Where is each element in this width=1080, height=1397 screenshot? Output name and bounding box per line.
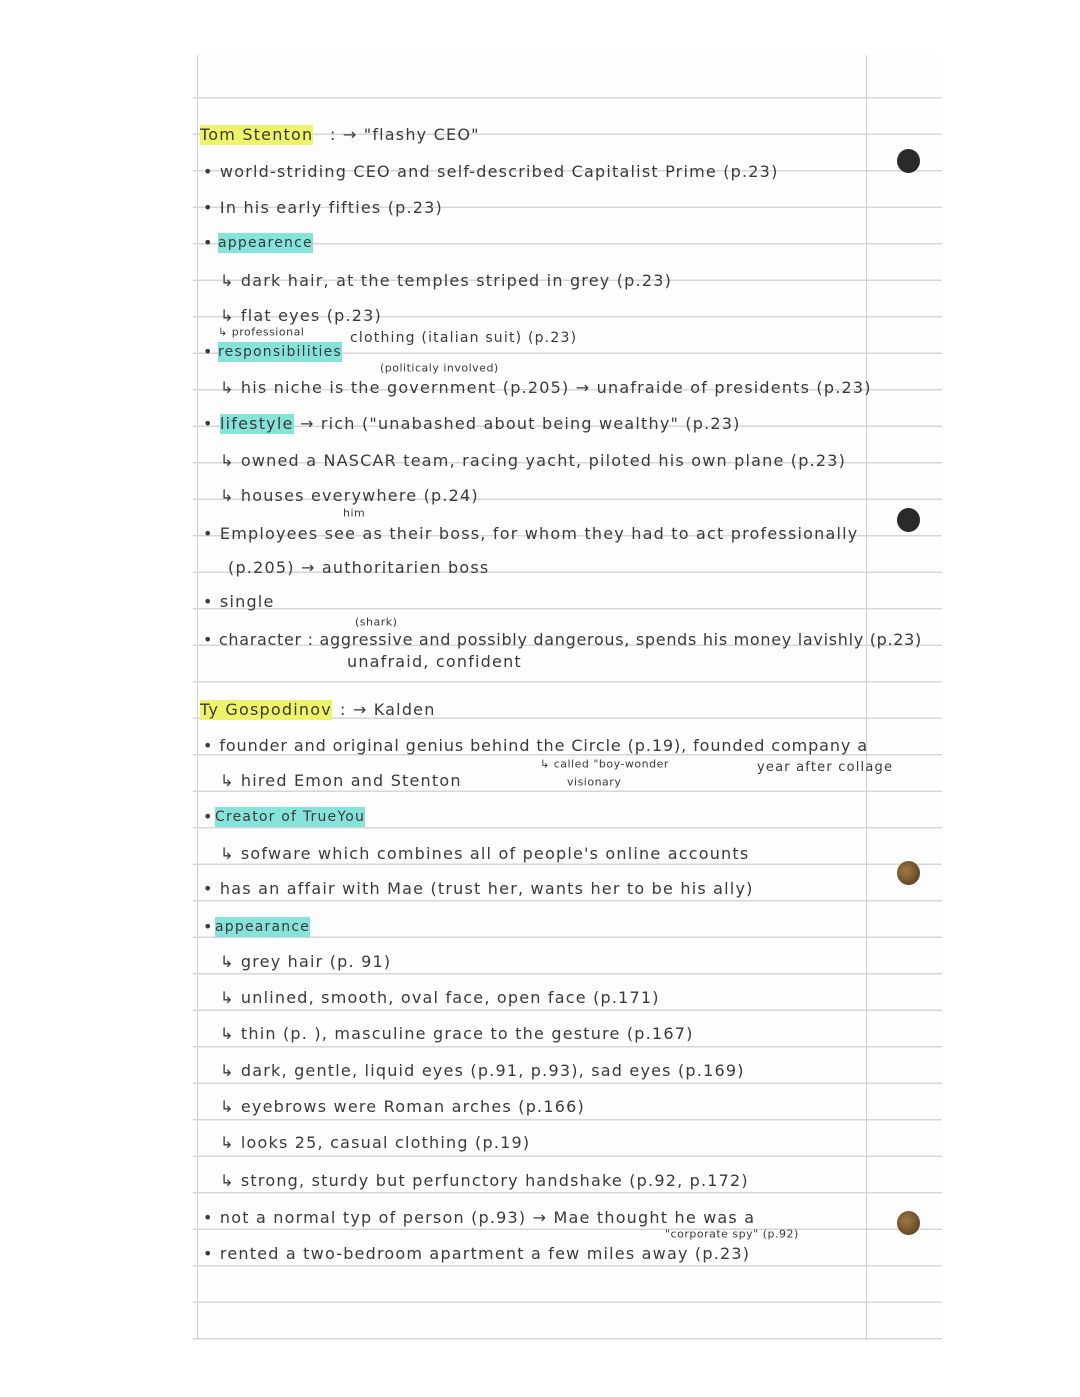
- note-line: • founder and original genius behind the Circle (p.19), founded company a: [203, 736, 868, 755]
- note-line: clothing (italian suit) (p.23): [350, 330, 578, 346]
- note-line: • single: [203, 592, 275, 611]
- bullet: •: [203, 414, 214, 433]
- label-creator-trueyou: Creator of TrueYou: [215, 809, 366, 825]
- note-line: ↳ hired Emon and Stenton: [220, 771, 462, 790]
- punch-hole: [897, 861, 920, 885]
- note-line: • rented a two-bedroom apartment a few miles away (p.23): [203, 1244, 751, 1263]
- heading-tom-alias: : → "flashy CEO": [330, 125, 480, 144]
- note-line: year after collage: [757, 760, 894, 775]
- punch-hole: [897, 508, 920, 532]
- annotation: "corporate spy" (p.92): [665, 1227, 799, 1241]
- note-line: ↳ eyebrows were Roman arches (p.166): [220, 1097, 585, 1116]
- note-line: ↳ unlined, smooth, oval face, open face (p.171): [220, 988, 660, 1007]
- note-line: ↳ houses everywhere (p.24): [220, 486, 479, 505]
- note-line: ↳ his niche is the government (p.205) → unafraide of presidents (p.23): [220, 378, 872, 397]
- note-line: ↳ thin (p. ), masculine grace to the gesture (p.167): [220, 1024, 694, 1043]
- bullet: •: [203, 342, 214, 361]
- note-line: • In his early fifties (p.23): [203, 198, 444, 217]
- note-line: unafraid, confident: [347, 652, 522, 671]
- annotation: (shark): [355, 615, 398, 629]
- note-line: • character : aggressive and possibly dangerous, spends his money lavishly (p.23): [203, 630, 922, 649]
- punch-hole: [897, 149, 920, 173]
- annotation: him: [343, 506, 366, 520]
- note-line: ↳ professional: [218, 325, 305, 339]
- note-line: • Employees see as their boss, for whom they had to act professionally: [203, 524, 859, 543]
- annotation: visionary: [567, 775, 622, 789]
- bullet: •: [203, 807, 214, 826]
- label-appearance: appearance: [215, 919, 311, 935]
- heading-ty-gospodinov: Ty Gospodinov: [200, 700, 332, 719]
- note-line: ↳ strong, sturdy but perfunctory handshake (p.92, p.172): [220, 1171, 749, 1190]
- note-line: • has an affair with Mae (trust her, wants her to be his ally): [203, 879, 754, 898]
- note-line: ↳ owned a NASCAR team, racing yacht, piloted his own plane (p.23): [220, 451, 847, 470]
- annotation: ↳ called "boy-wonder: [540, 757, 669, 771]
- label-appearance: appearence: [218, 235, 313, 251]
- note-line: ↳ sofware which combines all of people's online accounts: [220, 844, 750, 863]
- heading-tom-stenton: Tom Stenton: [200, 125, 314, 144]
- note-line: → rich ("unabashed about being wealthy" (p.23): [300, 414, 741, 433]
- bullet: •: [203, 233, 214, 252]
- left-margin-line: [197, 55, 198, 1340]
- note-line: ↳ dark hair, at the temples striped in grey (p.23): [220, 271, 673, 290]
- note-line: • world-striding CEO and self-described Capitalist Prime (p.23): [203, 162, 779, 181]
- note-line: (p.205) → authoritarien boss: [228, 558, 490, 577]
- annotation: (politicaly involved): [380, 361, 499, 375]
- note-line: ↳ looks 25, casual clothing (p.19): [220, 1133, 531, 1152]
- bullet: •: [203, 917, 214, 936]
- note-line: ↳ flat eyes (p.23): [220, 306, 382, 325]
- label-lifestyle: lifestyle: [220, 414, 294, 433]
- heading-ty-alias: : → Kalden: [340, 700, 436, 719]
- note-line: ↳ dark, gentle, liquid eyes (p.91, p.93), sad eyes (p.169): [220, 1061, 745, 1080]
- punch-hole: [897, 1211, 920, 1235]
- note-line: ↳ grey hair (p. 91): [220, 952, 392, 971]
- note-line: • not a normal typ of person (p.93) → Mae thought he was a: [203, 1208, 756, 1227]
- right-margin-line: [866, 55, 867, 1340]
- label-responsibilities: responsibilities: [218, 344, 342, 360]
